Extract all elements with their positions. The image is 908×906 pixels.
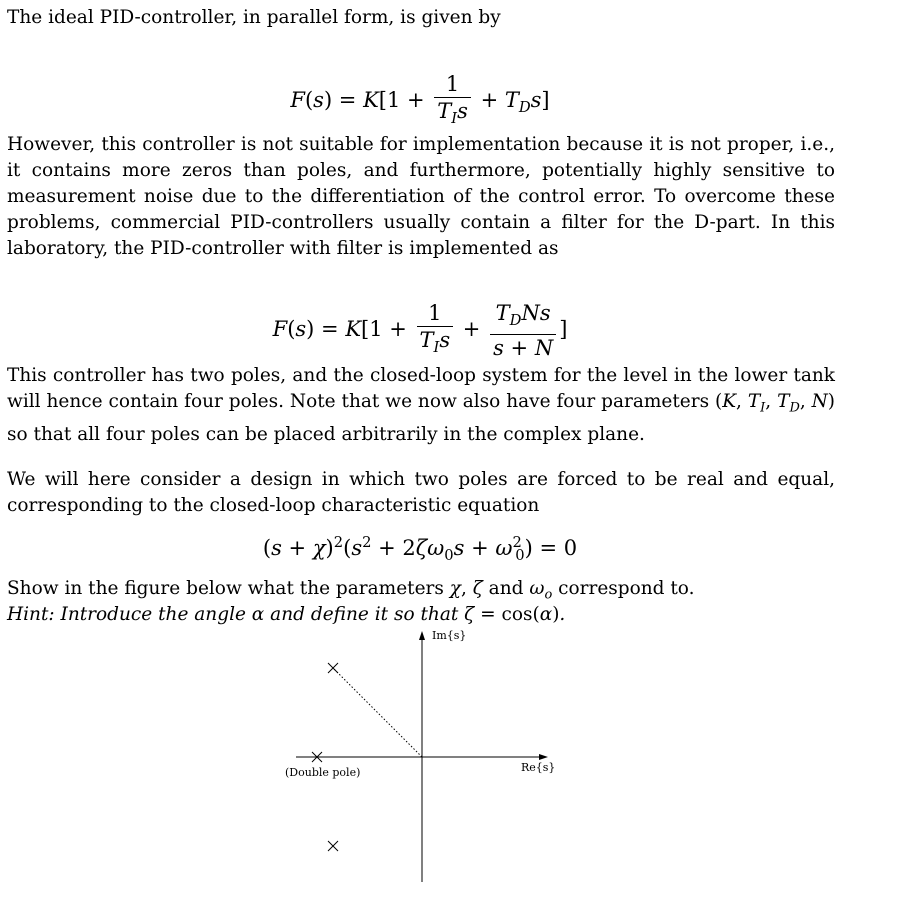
- fraction-integral-term: $\frac{1}{T_Is}$: [434, 72, 471, 131]
- paragraph-hint: Hint: Introduce the angle α and define it so that ζ = cos(α).: [7, 604, 566, 625]
- pole-diagram-svg: [0, 628, 908, 898]
- paragraph-intro-text: The ideal PID-controller, in parallel form, is given by: [7, 7, 501, 28]
- paragraph-task: Show in the figure below what the parameters χ, ζ and $\omega_o$ correspond to.: [7, 578, 695, 603]
- real-axis-arrow: [539, 754, 548, 760]
- imaginary-axis-arrow: [419, 631, 425, 640]
- real-axis-label: Re{s}: [521, 761, 556, 774]
- paragraph-intro: [7, 5, 835, 31]
- pole-diagram: [0, 628, 908, 898]
- pole-lower-complex: [328, 841, 338, 851]
- equation-filtered-pid: F(s) = K[1 + $\frac{1}{T_Is}$ + $\frac{T_DNs}{s + N}$ ]: [272, 301, 568, 361]
- pole-upper-complex: [328, 663, 338, 673]
- paragraph-design-text: We will here consider a design in which two poles are forced to be real and equal, corresponding to the closed-loop characteristic equation: [7, 469, 835, 516]
- fraction-derivative-filter: $\frac{T_DNs}{s + N}$: [490, 301, 556, 360]
- paragraph-four-poles: This controller has two poles, and the closed-loop system for the level in the lower tank will hence contain four poles. Note that we now also have four parameters (K, $T_I$, $T_D$, N) so that all four poles can be placed arbitrarily in the complex plane.: [7, 365, 836, 445]
- equation-characteristic: $(s + \chi)^2(s^2 + 2\zeta\omega_0s + \omega^2_0) = 0$: [262, 534, 578, 565]
- radius-dotted-line: [333, 668, 422, 757]
- imaginary-axis-label: Im{s}: [432, 629, 467, 642]
- paragraph-design: [7, 467, 835, 519]
- fraction-integral-term-2: $\frac{1}{T_Is}$: [417, 301, 454, 360]
- paragraph-filter-motivation: [7, 132, 835, 262]
- paragraph-filter-motivation-text: However, this controller is not suitable for implementation because it is not proper, i.e., it contains more zeros than poles, and furthermore, potentially highly sensitive to measurement noise due to the differentiation of the control error. To overcome these problems, commercial PID-controllers usually contain a filter for the D-part. In this laboratory, the PID-controller with filter is implemented as: [7, 134, 835, 259]
- equation-ideal-pid: F(s) = K[1 + $\frac{1}{T_Is}$ + $T_Ds$]: [0, 72, 840, 131]
- double-pole-label: (Double pole): [285, 766, 361, 779]
